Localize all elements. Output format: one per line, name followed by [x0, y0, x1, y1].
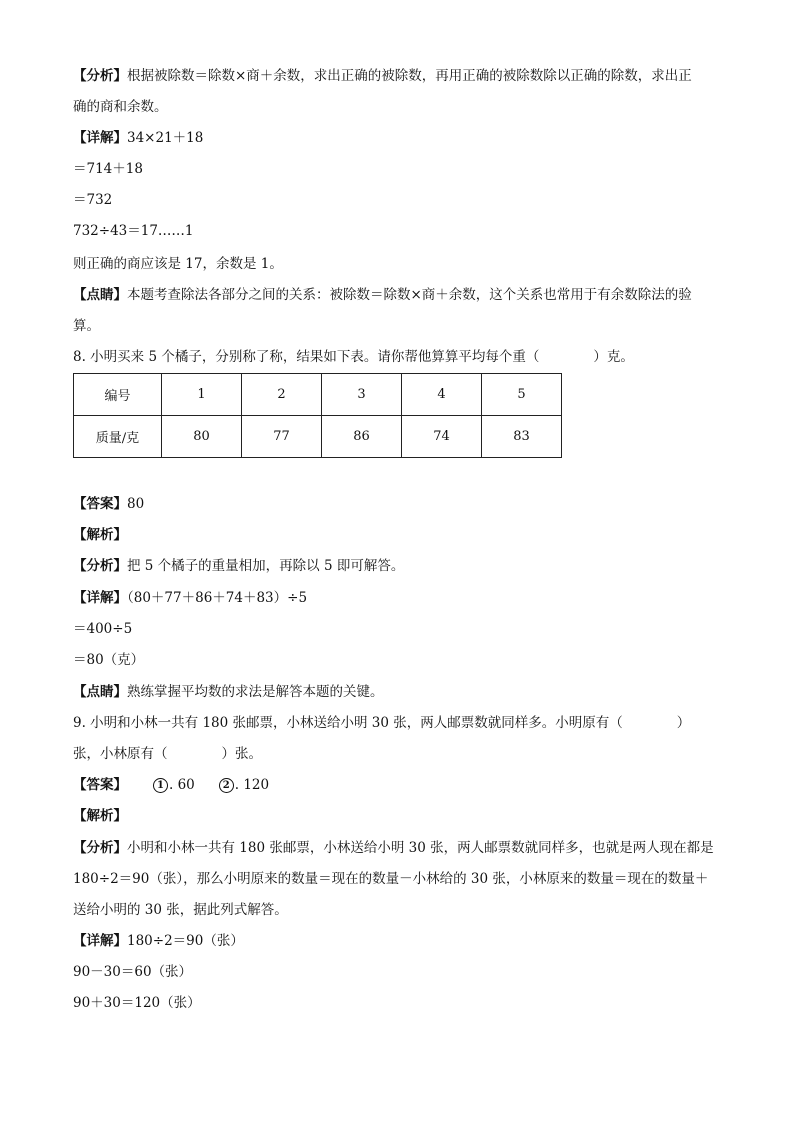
comment-text: 熟练掌握平均数的求法是解答本题的关键。 — [127, 684, 384, 700]
comment-tag: 【点睛】 — [73, 684, 127, 700]
detail-tag: 【详解】 — [73, 590, 127, 606]
detail-line: ＝714＋18 — [73, 161, 143, 177]
detail-line: 90＋30＝120（张） — [73, 995, 201, 1011]
question-9-continued: 张，小林原有（ ）张。 — [73, 746, 262, 762]
analysis-text-continued: 确的商和余数。 — [73, 99, 168, 115]
detail-line: 90－30＝60（张） — [73, 964, 193, 980]
analysis-paragraph — [73, 838, 714, 858]
analysis-tag: 【分析】 — [73, 840, 127, 856]
detail-line: ＝732 — [73, 192, 113, 208]
solution-tag: 【解析】 — [73, 808, 127, 824]
detail-line: ＝80（克） — [73, 652, 145, 668]
table-cell: 3 — [322, 374, 402, 416]
question-9: 9. 小明和小林一共有 180 张邮票，小林送给小明 30 张，两人邮票数就同样多。小明原有（ ） — [73, 715, 691, 731]
analysis-text: 根据被除数＝除数×商＋余数，求出正确的被除数，再用正确的被除数除以正确的除数，求出正 — [127, 68, 692, 84]
detail-line: ＝400÷5 — [73, 621, 133, 637]
circled-number-1-icon: 1 — [153, 778, 168, 793]
table-cell: 4 — [402, 374, 482, 416]
question-8: 8. 小明买来 5 个橘子，分别称了称，结果如下表。请你帮他算算平均每个重（ ）克。 — [73, 349, 634, 365]
table-cell: 编号 — [74, 374, 162, 416]
detail-line: 34×21＋18 — [127, 130, 204, 146]
answer-value-2: . 120 — [234, 777, 270, 793]
comment-text-continued: 算。 — [73, 318, 100, 334]
detail-line: 180÷2＝90（张） — [127, 933, 244, 949]
solution-tag: 【解析】 — [73, 527, 127, 543]
table-cell: 77 — [242, 416, 322, 458]
detail-line: （80＋77＋86＋74＋83）÷5 — [127, 590, 308, 606]
comment-paragraph — [73, 682, 384, 702]
answer-paragraph — [73, 494, 144, 514]
answer-tag: 【答案】 — [73, 496, 127, 512]
detail-conclusion: 则正确的商应该是 17，余数是 1。 — [73, 256, 283, 272]
comment-text: 本题考查除法各部分之间的关系：被除数＝除数×商＋余数，这个关系也常用于有余数除法的验 — [127, 287, 692, 303]
comment-paragraph — [73, 285, 692, 305]
answer-value-1: . 60 — [169, 777, 195, 793]
answer-paragraph — [73, 775, 269, 795]
table-row — [74, 374, 562, 416]
detail-tag: 【详解】 — [73, 933, 127, 949]
analysis-tag: 【分析】 — [73, 68, 127, 84]
answer-tag: 【答案】 — [73, 777, 127, 793]
detail-paragraph — [73, 588, 307, 608]
table-row — [74, 416, 562, 458]
detail-paragraph — [73, 128, 203, 148]
circled-number-2-icon: 2 — [219, 778, 234, 793]
analysis-paragraph — [73, 66, 692, 86]
table-cell: 74 — [402, 416, 482, 458]
detail-paragraph — [73, 931, 244, 951]
table-cell: 86 — [322, 416, 402, 458]
table-cell: 80 — [162, 416, 242, 458]
analysis-text: 小明和小林一共有 180 张邮票，小林送给小明 30 张，两人邮票数就同样多，也就是两人现在都是 — [127, 840, 714, 856]
table-cell: 83 — [482, 416, 562, 458]
table-cell: 2 — [242, 374, 322, 416]
table-cell: 1 — [162, 374, 242, 416]
table-cell: 质量/克 — [74, 416, 162, 458]
table-cell: 5 — [482, 374, 562, 416]
analysis-text: 把 5 个橘子的重量相加，再除以 5 即可解答。 — [127, 558, 405, 574]
analysis-tag: 【分析】 — [73, 558, 127, 574]
orange-weight-table — [73, 373, 562, 458]
analysis-text-continued: 180÷2＝90（张），那么小明原来的数量＝现在的数量－小林给的 30 张，小林原来的数量＝现在的数量＋ — [73, 871, 709, 887]
analysis-text-continued: 送给小明的 30 张，据此列式解答。 — [73, 902, 288, 918]
detail-line: 732÷43＝17……1 — [73, 223, 194, 239]
analysis-paragraph — [73, 556, 404, 576]
detail-tag: 【详解】 — [73, 130, 127, 146]
answer-text: 80 — [127, 496, 145, 512]
comment-tag: 【点睛】 — [73, 287, 127, 303]
